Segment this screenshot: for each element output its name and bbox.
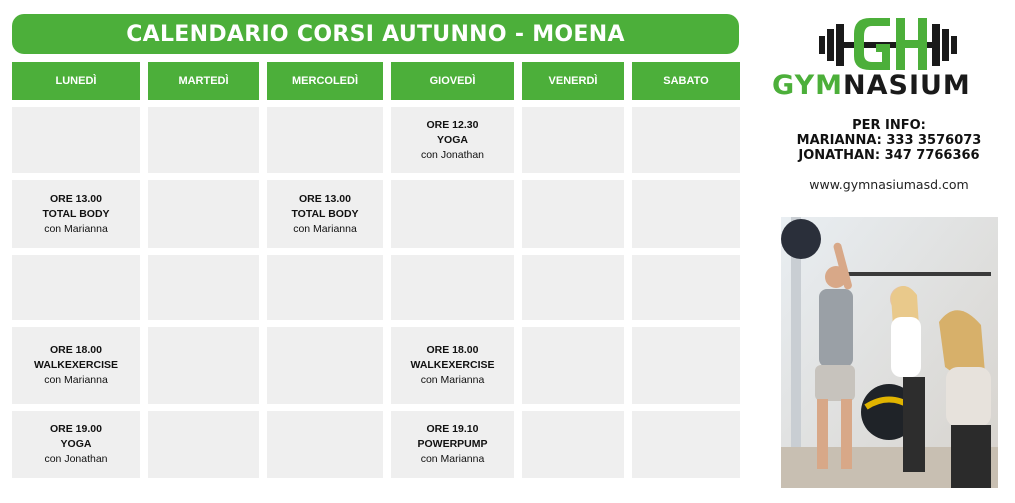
schedule-cell (148, 180, 259, 248)
class-instructor: con Marianna (420, 453, 485, 465)
brand-name (772, 70, 1008, 101)
schedule-cell (267, 180, 383, 248)
schedule-cell (632, 411, 740, 478)
brand-part-gym: GYM (772, 70, 843, 101)
day-header: VENERDÌ (522, 62, 624, 100)
schedule-cell (267, 107, 383, 173)
class-instructor: con Jonathan (44, 453, 108, 465)
website-link[interactable]: www.gymnasiumasd.com (809, 177, 969, 192)
schedule-cell (632, 107, 740, 173)
page-title: CALENDARIO CORSI AUTUNNO - MOENA (12, 14, 739, 54)
schedule-cell (148, 107, 259, 173)
schedule-cell (12, 411, 140, 478)
brand-part-nasium: NASIUM (843, 70, 971, 101)
schedule-cell (267, 255, 383, 320)
schedule-cell (267, 411, 383, 478)
class-name: YOGA (437, 133, 468, 146)
schedule-cell (632, 255, 740, 320)
class-time: ORE 19.10 (426, 423, 479, 435)
day-header: GIOVEDÌ (391, 62, 514, 100)
schedule-cell (522, 180, 624, 248)
schedule-cell (391, 255, 514, 320)
day-header: MARTEDÌ (148, 62, 259, 100)
day-header: MERCOLEDÌ (267, 62, 383, 100)
schedule-cell (522, 255, 624, 320)
class-instructor: con Marianna (293, 222, 357, 235)
class-instructor: con Marianna (44, 374, 108, 386)
class-name: WALKEXERCISE (33, 359, 118, 371)
class-name: YOGA (60, 438, 92, 450)
class-name: POWERPUMP (417, 438, 488, 450)
contact-heading: PER INFO: (852, 118, 926, 133)
contact-jonathan: JONATHAN: 347 7766366 (798, 148, 980, 163)
gym-class-photo (781, 217, 998, 488)
schedule-cell (148, 327, 259, 404)
class-instructor: con Marianna (44, 222, 108, 235)
schedule-cell (632, 180, 740, 248)
class-time: ORE 18.00 (50, 344, 102, 356)
class-instructor: con Jonathan (420, 148, 485, 161)
schedule-cell (391, 180, 514, 248)
schedule-cell (12, 180, 140, 248)
class-time: ORE 13.00 (50, 192, 102, 205)
contact-info (780, 118, 998, 163)
schedule-cell (391, 107, 514, 173)
class-time: ORE 18.00 (426, 344, 479, 356)
class-name: TOTAL BODY (42, 207, 110, 220)
schedule-cell (632, 327, 740, 404)
class-time: ORE 12.30 (426, 118, 479, 131)
contact-marianna: MARIANNA: 333 3576073 (796, 133, 982, 148)
class-name: WALKEXERCISE (410, 359, 495, 371)
day-header: SABATO (632, 62, 740, 100)
schedule-cell (12, 107, 140, 173)
schedule-cell (148, 411, 259, 478)
class-instructor: con Marianna (420, 374, 485, 386)
day-header: LUNEDÌ (12, 62, 140, 100)
schedule-cell (12, 255, 140, 320)
schedule-cell (522, 327, 624, 404)
schedule-cell (391, 327, 514, 404)
schedule-cell (522, 411, 624, 478)
schedule-cell (148, 255, 259, 320)
schedule-cell (12, 327, 140, 404)
class-time: ORE 19.00 (50, 423, 102, 435)
schedule-cell (267, 327, 383, 404)
class-time: ORE 13.00 (299, 192, 351, 205)
class-name: TOTAL BODY (291, 207, 359, 220)
schedule-cell (391, 411, 514, 478)
schedule-cell (522, 107, 624, 173)
